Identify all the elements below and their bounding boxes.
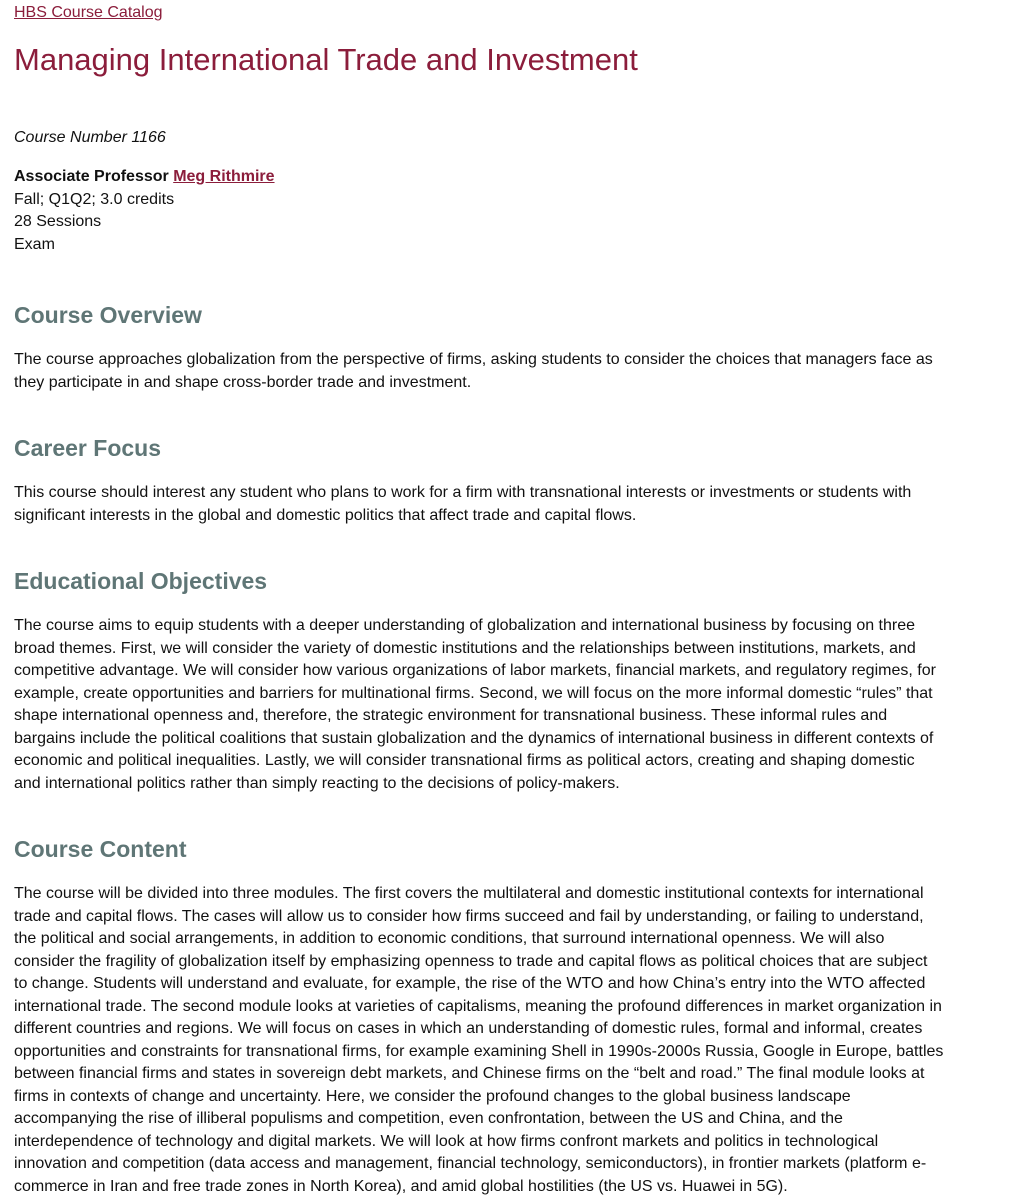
professor-link[interactable]: Meg Rithmire: [173, 168, 275, 185]
catalog-breadcrumb-link[interactable]: HBS Course Catalog: [14, 4, 163, 21]
educational-objectives-text: The course aims to equip students with a deeper understanding of globalization and international business by focusing on three broad themes. First, we will consider the variety of domestic institutions and the relationships between institutions, markets, and competitive advantage. We will consider how various organizations of labor markets, financial markets, and regulatory regimes, for example, create opportunities and barriers for multinational firms. Second, we will focus on the more informal domestic “rules” that shape international openness and, therefore, the strategic environment for transnational business. These informal rules and bargains include the political coalitions that sustain globalization and the dynamics of international business in different contexts of economic and political inequalities. Lastly, we will consider transnational firms as political actors, creating and shaping domestic and international politics rather than simply reacting to the decisions of policy-makers.: [14, 617, 936, 792]
overview-text: The course approaches globalization from the perspective of firms, asking students to consider the choices that managers face as they participate in and shape cross-border trade and investment.: [14, 351, 933, 391]
course-assessment: Exam: [14, 235, 55, 253]
page-title: Managing International Trade and Investment: [14, 42, 638, 77]
course-content-heading: Course Content: [14, 836, 187, 862]
course-meta: [14, 166, 944, 256]
overview-heading: Course Overview: [14, 302, 202, 328]
course-sessions: 28 Sessions: [14, 213, 102, 230]
course-number: Course Number 1166: [14, 129, 166, 146]
career-focus-heading: Career Focus: [14, 435, 162, 461]
course-content-text: The course will be divided into three modules. The first covers the multilateral and domestic institutional contexts for international trade and capital flows. The cases will allow us to consider how firms succeed and fail by understanding, or failing to understand, the political and social arrangements, in addition to economic conditions, that surround international openness. We will also consider the fragility of globalization itself by emphasizing openness to trade and capital flows as political choices that are subject to change. Students will understand and evaluate, for example, the rise of the WTO and how China’s entry into the WTO affected international trade. The second module looks at varieties of capitalisms, meaning the profound differences in market organization in different countries and regions. We will focus on cases in which an understanding of domestic rules, formal and informal, creates opportunities and constraints for transnational firms, for example examining Shell in 1990s-2000s Russia, Google in Europe, battles between financial firms and states in sovereign debt markets, and Chinese firms on the “belt and road.” The final module looks at firms in contexts of change and uncertainty. Here, we consider the profound changes to the global business landscape accompanying the rise of illiberal populisms and competition, even confrontation, between the US and China, and the interdependence of technology and digital markets. We will look at how firms confront markets and politics in technological innovation and competition (data access and management, financial technology, semiconductors), in frontier markets (platform e-commerce in Iran and free trade zones in North Korea), and amid global hostilities (the US vs. Huawei in 5G).: [14, 885, 944, 1195]
course-term: Fall; Q1Q2; 3.0 credits: [14, 190, 175, 208]
career-focus-text: This course should interest any student who plans to work for a firm with transnational interests or investments or students with significant interests in the global and domestic politics that affect trade and capital flows.: [14, 484, 912, 524]
professor-title: Associate Professor: [14, 168, 169, 185]
educational-objectives-heading: Educational Objectives: [14, 568, 268, 594]
instructor-line: [14, 166, 944, 189]
